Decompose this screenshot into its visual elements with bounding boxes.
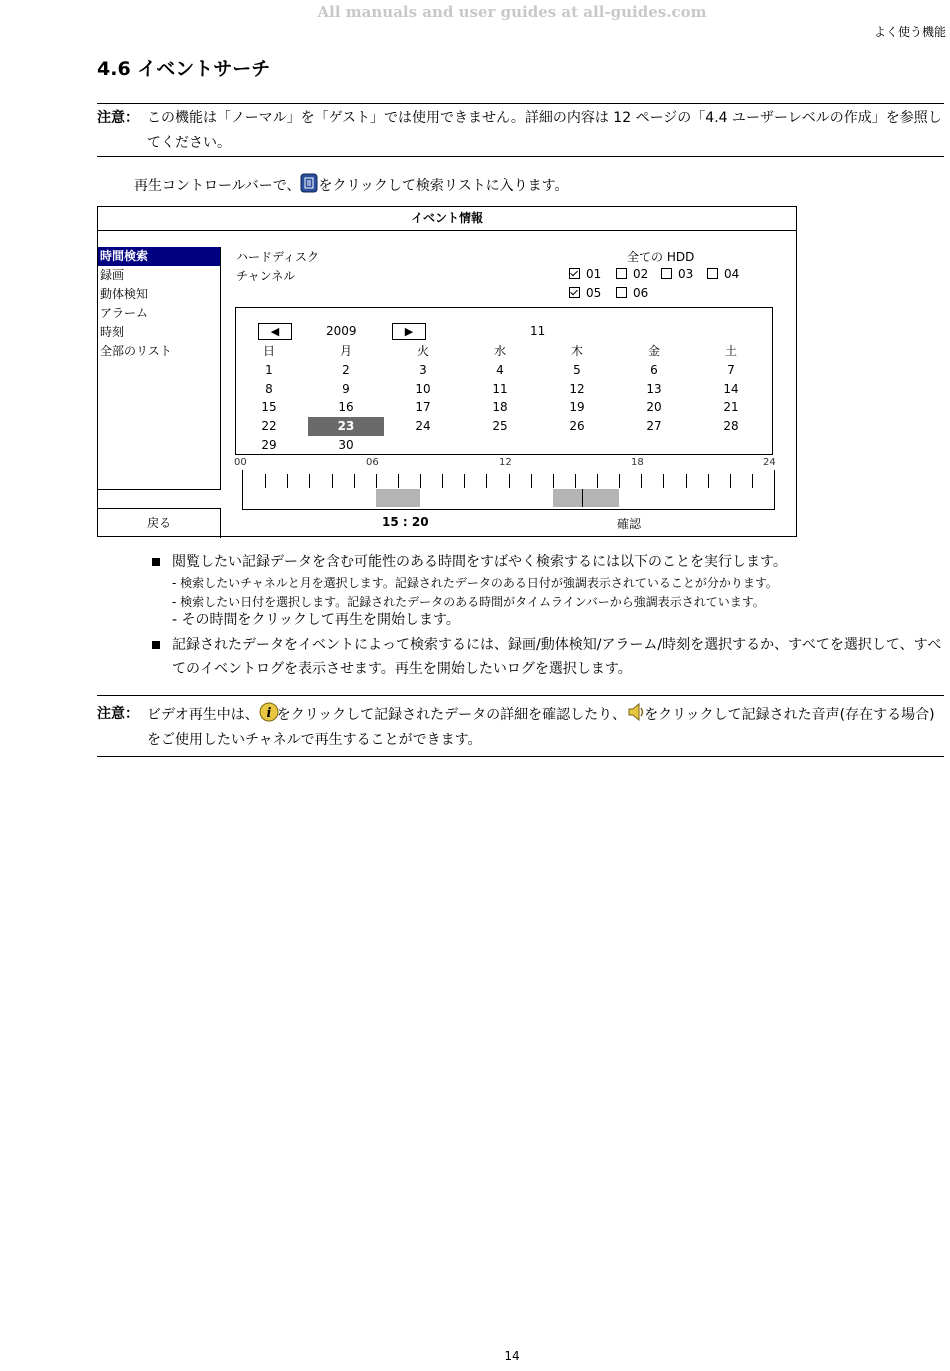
hdd-value[interactable]: 全ての HDD — [627, 250, 695, 264]
checkbox-icon — [616, 268, 627, 279]
speaker-icon — [626, 702, 644, 722]
calendar-day[interactable]: 22 — [261, 419, 277, 434]
rule-top-note2 — [97, 695, 944, 696]
calendar-year: 2009 — [326, 324, 357, 338]
back-button[interactable]: 戻る — [98, 508, 221, 538]
note-text — [147, 702, 947, 753]
intro-before: 再生コントロールバーで、 — [134, 178, 301, 194]
channel-label: チャンネル — [236, 269, 296, 283]
time-display: 15 : 20 — [382, 515, 429, 529]
next-year-button[interactable]: ▶ — [392, 323, 426, 340]
channel-05[interactable] — [569, 286, 601, 300]
note-label: 注意： — [97, 706, 139, 722]
page-title: 4.6 イベントサーチ — [97, 58, 271, 80]
calendar-day[interactable]: 8 — [265, 381, 273, 396]
calendar-day[interactable]: 11 — [492, 381, 508, 396]
channel-04[interactable] — [707, 267, 739, 281]
rule-bottom-note2 — [97, 756, 944, 757]
calendar-day[interactable]: 18 — [492, 400, 508, 415]
calendar-day[interactable]: 9 — [342, 381, 350, 396]
timeline-bar[interactable] — [242, 470, 775, 510]
calendar-day[interactable]: 17 — [415, 400, 431, 415]
timeline-hour-tick — [575, 474, 576, 488]
calendar-day[interactable]: 12 — [569, 381, 585, 396]
panel-title: イベント情報 — [98, 207, 796, 231]
info-icon — [259, 702, 277, 722]
calendar-day-selected[interactable]: 23 — [308, 417, 384, 436]
page-number: 14 — [504, 1349, 520, 1363]
intro-text — [134, 173, 569, 195]
channel-06[interactable] — [616, 286, 648, 300]
weekday-header: 月 — [339, 344, 352, 358]
calendar-day[interactable]: 30 — [338, 437, 354, 452]
calendar-day[interactable]: 25 — [492, 419, 508, 434]
timeline-hour-tick — [354, 474, 355, 488]
calendar-day[interactable]: 27 — [646, 419, 662, 434]
calendar-day[interactable]: 10 — [415, 381, 431, 396]
note2-part1: ビデオ再生中は、 — [147, 707, 259, 723]
confirm-button[interactable]: 確認 — [617, 517, 642, 531]
calendar-month[interactable]: 11 — [530, 324, 546, 338]
timeline-hour-tick — [708, 474, 709, 488]
timeline-hour-tick — [265, 474, 266, 488]
timeline-label-00: 00 — [234, 457, 247, 468]
section-header: よく使う機能 — [873, 25, 946, 39]
timeline-hour-tick — [376, 474, 377, 488]
timeline-label-12: 12 — [499, 457, 512, 468]
timeline-hour-tick — [641, 474, 642, 488]
checkbox-checked-icon — [569, 287, 580, 298]
timeline-hour-tick — [420, 474, 421, 488]
checkbox-icon — [661, 268, 672, 279]
calendar-grid — [231, 342, 769, 456]
intro-after: をクリックして検索リストに入ります。 — [318, 178, 569, 194]
channel-01-label: 01 — [586, 267, 602, 281]
list-icon — [300, 173, 318, 193]
calendar-day[interactable]: 5 — [573, 363, 581, 377]
channel-06-label: 06 — [633, 286, 649, 300]
timeline-hour-tick — [730, 474, 731, 488]
checkbox-checked-icon — [569, 268, 580, 279]
calendar-day[interactable]: 15 — [261, 400, 277, 415]
channel-03[interactable] — [661, 267, 693, 281]
calendar-day[interactable]: 29 — [261, 437, 277, 452]
menu-item-time[interactable]: 時刻 — [100, 325, 125, 339]
svg-text:i: i — [266, 706, 272, 721]
timeline-hour-tick — [486, 474, 487, 488]
calendar-day[interactable]: 4 — [496, 363, 504, 377]
menu-item-all-list[interactable]: 全部のリスト — [100, 344, 172, 358]
calendar-day[interactable]: 20 — [646, 400, 662, 415]
note-label: 注意： — [97, 110, 139, 126]
timeline-hour-tick — [619, 474, 620, 488]
calendar-day[interactable]: 7 — [727, 363, 735, 377]
event-info-panel — [97, 206, 797, 537]
calendar-day[interactable]: 1 — [265, 363, 273, 377]
timeline-label-24: 24 — [763, 457, 776, 468]
calendar-day[interactable]: 28 — [723, 419, 739, 434]
channel-05-label: 05 — [586, 286, 602, 300]
timeline-hour-tick — [531, 474, 532, 488]
timeline-hour-tick — [287, 474, 288, 488]
weekday-header: 金 — [647, 344, 660, 358]
weekday-header: 木 — [570, 344, 583, 358]
timeline-hour-tick — [597, 474, 598, 488]
menu-item-motion[interactable]: 動体検知 — [100, 287, 149, 301]
calendar-day[interactable]: 16 — [338, 400, 354, 415]
timeline-hour-tick — [553, 474, 554, 488]
rule-top-note1 — [97, 103, 944, 104]
timeline-hour-tick — [752, 474, 753, 488]
sub-step-2: - 検索したい日付を選択します。記録されたデータのある時間がタイムラインバーから強調表示されています。 — [172, 595, 765, 609]
note-2 — [97, 702, 947, 753]
calendar — [235, 307, 773, 455]
timeline-hour-tick — [663, 474, 664, 488]
note-text: この機能は「ノーマル」を「ゲスト」では使用できません。詳細の内容は 12 ページの「4.4 ユーザーレベルの作成」を参照してください。 — [147, 110, 942, 151]
timeline-hour-tick — [509, 474, 510, 488]
weekday-header: 日 — [262, 344, 275, 358]
calendar-day[interactable]: 24 — [415, 419, 431, 434]
channel-01[interactable] — [569, 267, 601, 281]
timeline-cursor[interactable] — [582, 489, 583, 507]
watermark: All manuals and user guides at all-guides.com — [317, 3, 707, 21]
weekday-header: 土 — [724, 344, 737, 358]
prev-year-button[interactable]: ◀ — [258, 323, 292, 340]
timeline-label-06: 06 — [366, 457, 379, 468]
sub-step-3: - その時間をクリックして再生を開始します。 — [172, 612, 460, 628]
timeline-hour-tick — [398, 474, 399, 488]
calendar-day[interactable]: 21 — [723, 400, 739, 415]
timeline-hour-tick — [309, 474, 310, 488]
bullet-1: 閲覧したい記録データを含む可能性のある時間をすばやく検索するには以下のことを実行します。 — [150, 550, 950, 574]
channel-02-label: 02 — [633, 267, 649, 281]
calendar-day[interactable]: 26 — [569, 419, 585, 434]
calendar-day[interactable]: 19 — [569, 400, 585, 415]
note2-part3: をクリックして記録された音声(存在する場合)をご使用したいチャネルで再生することができます。 — [147, 707, 935, 748]
calendar-day[interactable]: 13 — [646, 381, 662, 396]
timeline-label-18: 18 — [631, 457, 644, 468]
channel-03-label: 03 — [678, 267, 694, 281]
calendar-day[interactable]: 6 — [650, 363, 658, 377]
instruction-list — [150, 550, 950, 681]
timeline-highlight-segment[interactable] — [376, 489, 420, 507]
hdd-label: ハードディスク — [236, 250, 320, 264]
menu-item-alarm[interactable]: アラーム — [100, 306, 149, 320]
menu-item-record[interactable]: 録画 — [100, 268, 125, 282]
note2-part2: をクリックして記録されたデータの詳細を確認したり、 — [276, 707, 627, 723]
timeline-hour-tick — [464, 474, 465, 488]
bullet-2: 記録されたデータをイベントによって検索するには、録画/動体検知/アラーム/時刻を選択するか、すべてを選択して、すべてのイベントログを表示させます。再生を開始したいログを選択します。 — [150, 633, 942, 681]
note-1 — [97, 106, 947, 156]
search-menu — [98, 247, 221, 490]
rule-bottom-note1 — [97, 156, 944, 157]
menu-item-time-search[interactable]: 時間検索 — [98, 247, 220, 266]
checkbox-icon — [616, 287, 627, 298]
calendar-day[interactable]: 2 — [342, 363, 350, 377]
timeline-hour-tick — [686, 474, 687, 488]
weekday-header: 水 — [493, 344, 506, 358]
checkbox-icon — [707, 268, 718, 279]
calendar-day[interactable]: 14 — [723, 381, 739, 396]
weekday-header: 火 — [416, 344, 429, 358]
channel-04-label: 04 — [724, 267, 740, 281]
sub-step-1: - 検索したいチャネルと月を選択します。記録されたデータのある日付が強調表示されていることが分かります。 — [172, 576, 778, 590]
timeline-highlight-segment[interactable] — [553, 489, 619, 507]
timeline-hour-tick — [332, 474, 333, 488]
timeline-hour-tick — [442, 474, 443, 488]
calendar-day[interactable]: 3 — [419, 363, 427, 377]
channel-02[interactable] — [616, 267, 648, 281]
